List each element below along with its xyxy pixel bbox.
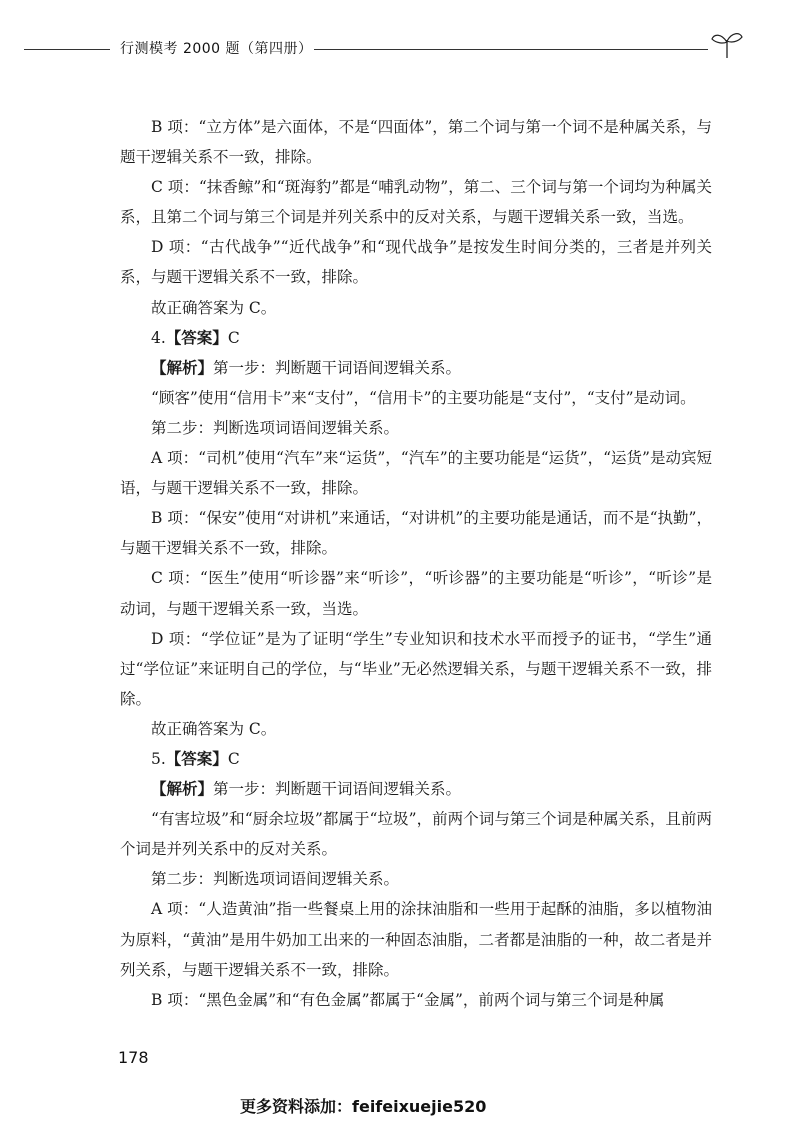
- q4-conclusion: 故正确答案为 C。: [151, 719, 277, 738]
- footer-note: 更多资料添加：feifeixuejie520: [240, 1097, 487, 1116]
- q4-answer-line: [120, 323, 712, 353]
- q5-number: 5.: [151, 749, 166, 768]
- q5-answer-label: 【答案】: [165, 748, 228, 768]
- q4-stem: “顾客”使用“信用卡”来“支付”，“信用卡”的主要功能是“支付”，“支付”是动词。: [151, 388, 696, 407]
- q4-option-d: D 项：“学位证”是为了证明“学生”专业知识和技术水平而授予的证书，“学生”通过“学位证”来证明自己的学位，与“毕业”无必然逻辑关系，与题干逻辑关系不一致，排除。: [120, 629, 712, 708]
- paragraph: C 项：“抹香鲸”和“斑海豹”都是“哺乳动物”，第二、三个词与第一个词均为种属关系，且第二个词与第三个词是并列关系中的反对关系，与题干逻辑关系一致，当选。: [120, 178, 712, 227]
- q4-answer: C: [227, 328, 240, 347]
- q5-step1: 第一步：判断题干词语间逻辑关系。: [213, 780, 462, 799]
- page-header: [24, 36, 744, 60]
- q5-answer-line: [120, 744, 712, 774]
- q4-step2: 第二步：判断选项词语间逻辑关系。: [151, 418, 400, 437]
- q5-stem: “有害垃圾”和“厨余垃圾”都属于“垃圾”，前两个词与第三个词是种属关系，且前两个词是并列关系中的反对关系。: [120, 810, 712, 859]
- q5-step2: 第二步：判断选项词语间逻辑关系。: [151, 870, 400, 889]
- q5-answer: C: [227, 749, 240, 768]
- q4-option-a: A 项：“司机”使用“汽车”来“运货”，“汽车”的主要功能是“运货”，“运货”是动宾短语，与题干逻辑关系不一致，排除。: [120, 449, 712, 498]
- header-title: 行测模考 2000 题（第四册）: [120, 41, 313, 57]
- q4-option-c: C 项：“医生”使用“听诊器”来“听诊”，“听诊器”的主要功能是“听诊”，“听诊”是动词，与题干逻辑关系一致，当选。: [120, 569, 712, 618]
- q5-analysis-label: 【解析】: [151, 779, 214, 799]
- q4-option-b: B 项：“保安”使用“对讲机”来通话，“对讲机”的主要功能是通话，而不是“执勤”，与题干逻辑关系不一致，排除。: [120, 509, 712, 558]
- page-number: 178: [118, 1048, 149, 1067]
- q4-analysis-line: [120, 353, 712, 383]
- q4-analysis-label: 【解析】: [151, 357, 214, 377]
- header-rule-right: [314, 49, 708, 50]
- q5-option-b: B 项：“黑色金属”和“有色金属”都属于“金属”，前两个词与第三个词是种属: [151, 990, 665, 1009]
- sprout-icon: [710, 30, 744, 60]
- q4-number: 4.: [151, 328, 166, 347]
- q4-answer-label: 【答案】: [165, 327, 228, 347]
- paragraph: B 项：“立方体”是六面体，不是“四面体”，第二个词与第一个词不是种属关系，与题干逻辑关系不一致，排除。: [120, 118, 712, 167]
- paragraph: 故正确答案为 C。: [151, 298, 277, 317]
- q5-option-a: A 项：“人造黄油”指一些餐桌上用的涂抹油脂和一些用于起酥的油脂，多以植物油为原料，“黄油”是用牛奶加工出来的一种固态油脂，二者都是油脂的一种，故二者是并列关系，与题干逻辑关系不一致，排除。: [120, 900, 712, 979]
- header-rule-left: [24, 49, 110, 50]
- page-content: [120, 112, 712, 1015]
- q4-step1: 第一步：判断题干词语间逻辑关系。: [213, 358, 462, 377]
- paragraph: D 项：“古代战争”“近代战争”和“现代战争”是按发生时间分类的，三者是并列关系，与题干逻辑关系不一致，排除。: [120, 238, 712, 287]
- q5-analysis-line: [120, 774, 712, 804]
